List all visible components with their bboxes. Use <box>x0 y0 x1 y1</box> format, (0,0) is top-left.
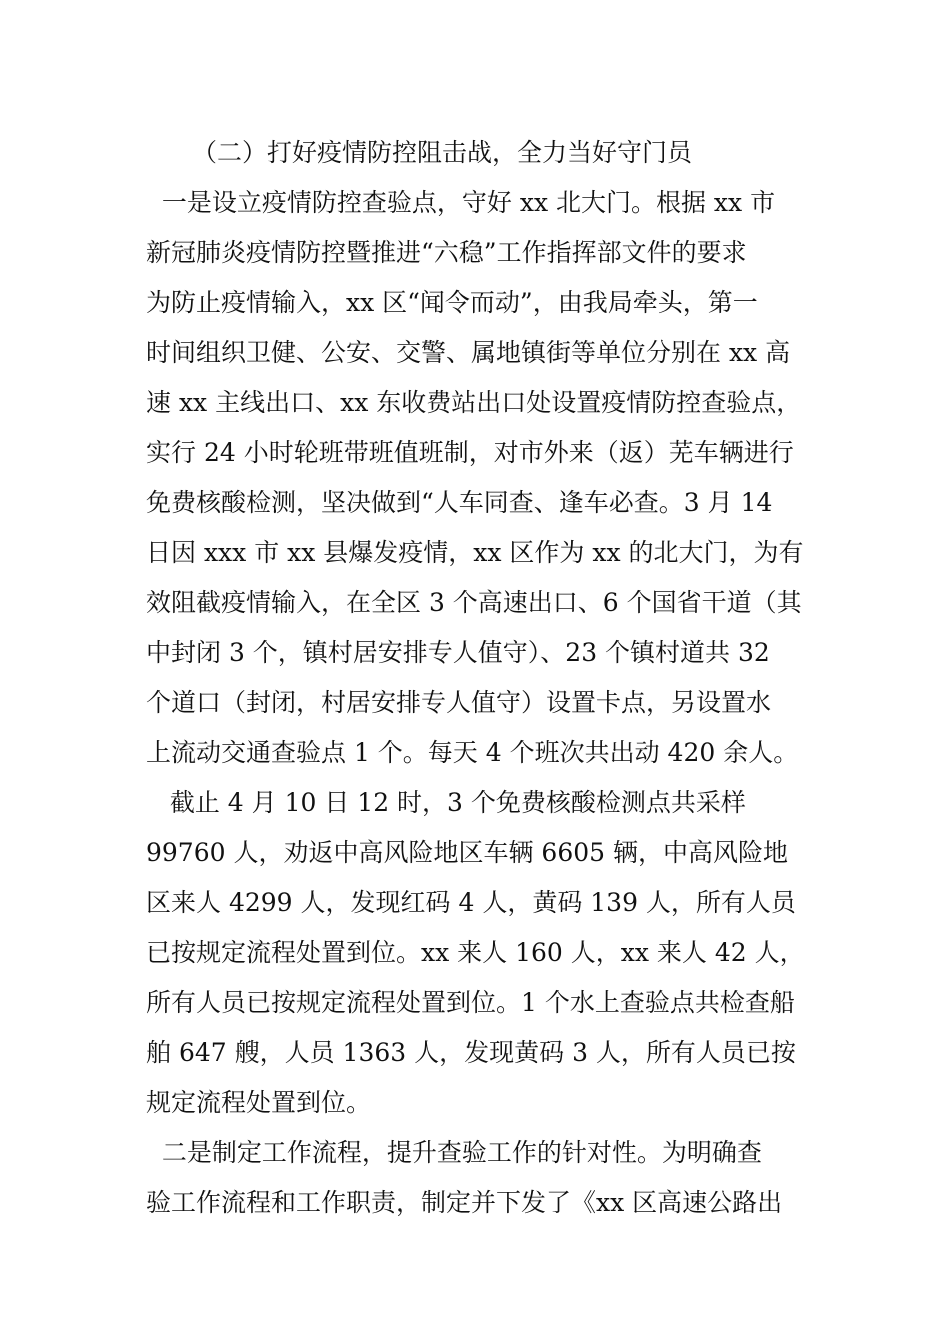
body-line: 个道口（封闭，村居安排专人值守）设置卡点，另设置水 <box>146 688 772 717</box>
body-line: 验工作流程和工作职责，制定并下发了《xx 区高速公路出 <box>146 1188 783 1217</box>
body-line: 为防止疫情输入，xx 区“闻令而动”，由我局牵头，第一 <box>146 288 758 317</box>
body-line: 日因 xxx 市 xx 县爆发疫情，xx 区作为 xx 的北大门，为有 <box>146 538 804 567</box>
body-line: 规定流程处置到位。 <box>146 1088 372 1117</box>
body-line: 截止 4 月 10 日 12 时，3 个免费核酸检测点共采样 <box>146 788 746 817</box>
body-line: 99760 人，劝返中高风险地区车辆 6605 辆，中高风险地 <box>146 838 788 867</box>
body-line: 所有人员已按规定流程处置到位。1 个水上查验点共检查船 <box>146 988 795 1017</box>
body-line: 已按规定流程处置到位。xx 来人 160 人，xx 来人 42 人， <box>146 938 805 967</box>
body-line: 上流动交通查验点 1 个。每天 4 个班次共出动 420 余人。 <box>146 738 799 767</box>
body-line: 新冠肺炎疫情防控暨推进“六稳”工作指挥部文件的要求 <box>146 238 747 267</box>
body-line: 舶 647 艘，人员 1363 人，发现黄码 3 人，所有人员已按 <box>146 1038 796 1067</box>
body-line: 时间组织卫健、公安、交警、属地镇街等单位分别在 xx 高 <box>146 338 791 367</box>
document-body <box>146 128 808 1228</box>
body-line: 一是设立疫情防控查验点，守好 xx 北大门。根据 xx 市 <box>146 188 776 217</box>
body-line: 二是制定工作流程，提升查验工作的针对性。为明确查 <box>146 1138 762 1167</box>
body-line: 中封闭 3 个，镇村居安排专人值守）、23 个镇村道共 32 <box>146 638 770 667</box>
body-line: 免费核酸检测，坚决做到“人车同查、逢车必查。3 月 14 <box>146 488 773 517</box>
section-heading: （二）打好疫情防控阻击战，全力当好守门员 <box>192 138 693 167</box>
body-line: 实行 24 小时轮班带班值班制，对市外来（返）芜车辆进行 <box>146 438 794 467</box>
body-line: 效阻截疫情输入，在全区 3 个高速出口、6 个国省干道（其 <box>146 588 802 617</box>
body-line: 速 xx 主线出口、xx 东收费站出口处设置疫情防控查验点， <box>146 388 802 417</box>
body-line: 区来人 4299 人，发现红码 4 人，黄码 139 人，所有人员 <box>146 888 796 917</box>
